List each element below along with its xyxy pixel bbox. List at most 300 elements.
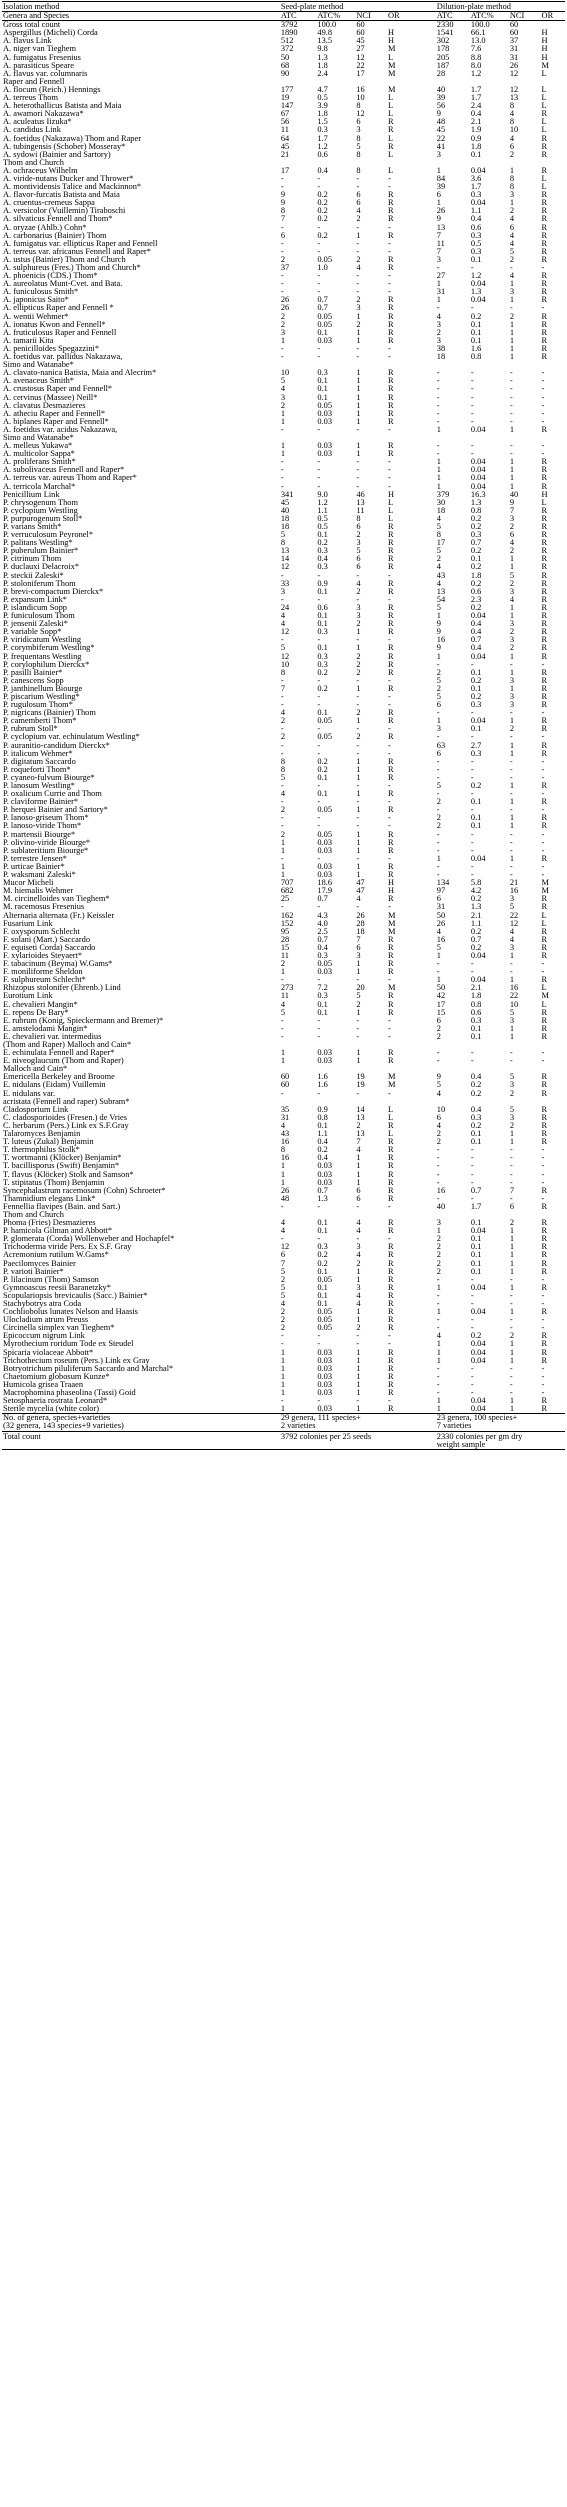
table-row <box>2 1073 565 1081</box>
dilution-atc-cell: 22 <box>436 134 446 143</box>
table-row <box>2 580 565 588</box>
table-row <box>2 539 565 547</box>
dilution-or-cell: - <box>541 442 545 451</box>
dilution-atc-cell: 31 <box>436 288 446 297</box>
dilution-atc-pct-cell: 0.1 <box>470 725 482 734</box>
seed-atc-pct-cell: 0.1 <box>317 328 328 337</box>
table-row <box>2 814 565 822</box>
dilution-or-cell: - <box>541 838 545 847</box>
dilution-atc-cell: 2 <box>436 555 441 564</box>
seed-atc-pct-cell: - <box>317 174 321 183</box>
seed-nci-cell <box>355 434 387 442</box>
dilution-or-cell: R <box>541 684 548 693</box>
dilution-atc-cell: 4 <box>436 312 441 321</box>
seed-atc-cell: 1 <box>280 1057 286 1066</box>
seed-nci-cell: 1 <box>356 450 361 459</box>
species-name-cell: P. rugulosum Thom* <box>3 701 73 710</box>
seed-nci-header: NCI <box>355 12 387 21</box>
seed-nci-cell: - <box>356 749 360 758</box>
dilution-atc-pct-cell: 2.1 <box>470 118 482 127</box>
seed-or-cell: - <box>388 183 391 192</box>
dilution-atc-cell: - <box>436 790 440 799</box>
seed-atc-cell: - <box>280 676 284 685</box>
dilution-atc-pct-cell: 0.1 <box>470 1024 482 1033</box>
dilution-nci-cell: 3 <box>509 587 515 596</box>
seed-atc-cell: - <box>280 1032 284 1041</box>
seed-or-cell: R <box>388 320 394 329</box>
dilution-atc-pct-cell: 1.8 <box>470 142 482 151</box>
dilution-or-cell: R <box>541 514 548 523</box>
seed-atc-pct-cell: 0.1 <box>317 1219 328 1228</box>
seed-nci-cell: 1 <box>356 757 361 766</box>
dilution-nci-cell: 2 <box>509 1219 515 1228</box>
dilution-nci-cell: - <box>509 417 513 426</box>
seed-or-header: OR <box>387 12 436 21</box>
seed-or-cell: - <box>388 636 391 645</box>
seed-nci-cell: - <box>356 466 360 475</box>
seed-atc-pct-cell: 0.03 <box>317 1380 333 1389</box>
seed-total-count: 3792 colonies per 25 seeds <box>280 1431 436 1449</box>
seed-nci-cell: 2 <box>356 709 361 718</box>
dilution-or-cell: - <box>541 1364 545 1373</box>
seed-or-cell: - <box>388 814 391 823</box>
dilution-nci-cell: 1 <box>509 1405 515 1414</box>
dilution-or-cell: R <box>541 668 548 677</box>
dilution-nci-cell: 6 <box>509 142 515 151</box>
dilution-atc-pct-cell: 0.3 <box>470 231 482 240</box>
seed-or-cell: R <box>388 1008 394 1017</box>
dilution-atc-pct-cell: 1.3 <box>470 903 482 912</box>
dilution-or-cell: R <box>541 603 548 612</box>
table-row <box>2 1349 565 1357</box>
dilution-nci-cell: 1 <box>509 425 515 434</box>
species-name-cell: Gross total count <box>3 20 61 30</box>
seed-atc-pct-cell: - <box>317 247 321 256</box>
seed-atc-pct-cell: 1.8 <box>317 110 328 119</box>
dilution-atc-pct-cell: - <box>470 1275 474 1284</box>
species-name-cell: P. canescens Sopp <box>3 676 64 685</box>
dilution-atc-cell: - <box>436 393 440 402</box>
table-row <box>2 620 565 628</box>
seed-atc-cell: 17 <box>280 166 290 175</box>
table-row <box>2 612 565 620</box>
dilution-or-cell: R <box>541 474 548 483</box>
seed-atc-pct-cell: 1.5 <box>317 118 328 127</box>
dilution-atc-pct-cell: 0.3 <box>470 1016 482 1025</box>
seed-or-cell: R <box>388 838 394 847</box>
dilution-nci-cell: 2 <box>509 1121 515 1130</box>
dilution-or-cell <box>541 1098 565 1106</box>
dilution-atc-cell: 26 <box>436 207 446 216</box>
seed-nci-cell: - <box>356 782 360 790</box>
seed-nci-cell: 4 <box>356 1146 361 1155</box>
seed-or-cell: R <box>388 296 394 305</box>
seed-or-cell: L <box>388 110 394 119</box>
seed-nci-cell <box>355 159 387 167</box>
seed-genera-count: 29 genera, 111 species+ 2 varieties <box>280 1414 436 1431</box>
seed-atc-cell: 3 <box>280 587 286 596</box>
table-row <box>2 709 565 717</box>
table-row <box>2 717 565 725</box>
dilution-or-cell: R <box>541 1130 548 1139</box>
seed-nci-cell: - <box>356 571 360 580</box>
seed-atc-cell: - <box>280 1024 284 1033</box>
dilution-nci-cell: 1 <box>509 1227 515 1236</box>
dilution-atc-cell: - <box>436 417 440 426</box>
dilution-atc-cell: 3 <box>436 725 441 734</box>
dilution-or-cell: R <box>541 296 548 305</box>
dilution-nci-cell: 1 <box>509 1130 515 1139</box>
seed-nci-cell: 2 <box>356 296 361 305</box>
dilution-nci-cell <box>509 361 541 369</box>
species-name-cell: Fusarium Link <box>3 919 53 928</box>
dilution-or-cell <box>541 21 565 30</box>
seed-or-cell: R <box>388 450 394 459</box>
dilution-nci-cell: - <box>509 1291 513 1300</box>
table-row <box>2 175 565 183</box>
seed-nci-cell: 1 <box>356 1372 361 1381</box>
dilution-nci-cell: 1 <box>509 976 515 985</box>
seed-nci-cell: 1 <box>356 1405 361 1414</box>
dilution-nci-cell: - <box>509 393 513 402</box>
dilution-atc-pct-cell: 0.8 <box>470 506 482 515</box>
seed-nci-cell: - <box>356 1024 360 1033</box>
seed-or-cell: M <box>388 61 396 70</box>
seed-atc-cell: 7 <box>280 684 286 693</box>
dilution-or-cell: R <box>541 223 548 232</box>
table-row <box>2 1324 565 1332</box>
dilution-atc-cell: 1 <box>436 425 441 434</box>
table-row <box>2 628 565 636</box>
dilution-atc-cell <box>436 361 470 369</box>
dilution-or-cell: R <box>541 1259 548 1268</box>
species-name-cell: Syncephalastrum racemosum (Cohn) Schroeter* <box>3 1186 166 1195</box>
seed-atc-cell: 5 <box>280 1291 286 1300</box>
dilution-atc-pct-cell: 0.04 <box>470 1356 486 1365</box>
seed-nci-cell: 19 <box>356 1081 365 1090</box>
seed-or-cell: L <box>388 514 394 523</box>
dilution-atc-pct-cell: - <box>470 1170 474 1179</box>
dilution-atc-cell: 3 <box>436 320 441 329</box>
seed-atc-pct-cell: - <box>317 466 321 475</box>
species-name-cell: Stachybotrys atra Coda <box>3 1300 82 1308</box>
seed-nci-cell: - <box>356 425 360 434</box>
seed-or-cell: R <box>388 992 394 1001</box>
dilution-atc-cell: - <box>436 450 440 459</box>
seed-atc-cell: 1 <box>280 1178 286 1187</box>
seed-atc-cell: - <box>280 701 284 710</box>
seed-or-cell: M <box>388 927 396 936</box>
table-row <box>2 1397 565 1405</box>
dilution-atc-pct-cell: - <box>470 1146 474 1155</box>
dilution-atc-cell: - <box>436 264 440 272</box>
seed-atc-pct-cell: 0.4 <box>317 166 328 175</box>
dilution-nci-cell: 1 <box>509 166 515 175</box>
dilution-nci-cell: 4 <box>509 595 515 604</box>
dilution-nci-cell: 1 <box>509 603 515 612</box>
seed-atc-pct-cell: 0.05 <box>317 806 333 815</box>
dilution-nci-cell: 3 <box>509 701 515 710</box>
table-row <box>2 426 565 434</box>
dilution-atc-cell: 1 <box>436 717 441 726</box>
dilution-atc-cell: 2 <box>436 1138 441 1147</box>
seed-atc-cell: 2 <box>280 312 286 321</box>
seed-atc-cell: 25 <box>280 895 290 904</box>
seed-atc-pct-cell: 4.3 <box>317 911 328 920</box>
dilution-nci-cell: 1 <box>509 652 515 661</box>
seed-atc-cell: 11 <box>280 992 289 1001</box>
seed-nci-cell: 2 <box>356 531 361 540</box>
species-name-cell: Botryotrichum piluliferum Saccardo and Marchal* <box>3 1364 174 1373</box>
seed-atc-pct-cell: 0.1 <box>317 1267 328 1276</box>
species-name-cell: A. foetidus var. acidus Nakazawa, <box>3 425 118 434</box>
dilution-atc-pct-cell: 1.2 <box>470 69 482 78</box>
seed-atc-pct-cell: - <box>317 976 321 985</box>
seed-nci-cell: 1 <box>356 1049 361 1058</box>
species-name-cell: Ulocladium atrum Preuss <box>3 1316 89 1325</box>
seed-or-cell: R <box>388 612 394 621</box>
seed-atc-cell: 11 <box>280 951 289 960</box>
species-name-cell: P. lanoso-viride Thom* <box>3 822 82 831</box>
dilution-atc-pct-cell: - <box>470 862 474 871</box>
dilution-nci-cell: - <box>509 757 513 766</box>
seed-nci-cell: - <box>356 344 360 353</box>
seed-nci-cell: 3 <box>356 1243 361 1252</box>
dilution-atc-pct-cell: - <box>470 790 474 799</box>
dilution-atc-pct-cell: - <box>470 846 474 855</box>
dilution-or-cell: - <box>541 409 545 418</box>
seed-or-cell <box>387 361 436 369</box>
dilution-nci-cell: 5 <box>509 571 515 580</box>
seed-or-cell: R <box>388 442 394 451</box>
seed-atc-pct-cell: 0.05 <box>317 1308 333 1317</box>
dilution-nci-cell: 7 <box>509 506 515 515</box>
table-row <box>2 1138 565 1146</box>
species-name-cell: E. chevalieri var. intermedius <box>3 1032 102 1041</box>
seed-or-cell: L <box>388 1105 394 1114</box>
seed-nci-cell: - <box>356 280 360 289</box>
seed-atc-pct-cell: 0.1 <box>317 1227 328 1236</box>
dilution-atc-pct-cell: 1.3 <box>470 288 482 297</box>
seed-or-cell: R <box>388 587 394 596</box>
dilution-or-cell: - <box>541 393 545 402</box>
dilution-atc-cell: - <box>436 1178 440 1187</box>
dilution-atc-cell: 2 <box>436 822 441 831</box>
dilution-nci-cell: 2 <box>509 312 515 321</box>
table-row <box>2 1154 565 1162</box>
dilution-atc-cell: 6 <box>436 701 441 710</box>
dilution-atc-pct-cell: 0.04 <box>470 280 486 289</box>
species-name-cell: P. olivino-viride Biourge* <box>3 838 91 847</box>
seed-nci-cell: 5 <box>356 547 361 556</box>
dilution-nci-cell: 1 <box>509 1308 515 1317</box>
seed-or-cell: R <box>388 579 394 588</box>
dilution-atc-cell: 3 <box>436 336 441 345</box>
seed-or-cell: R <box>388 393 394 402</box>
seed-atc-pct-cell: - <box>317 1032 321 1041</box>
dilution-or-cell: R <box>541 1113 548 1122</box>
seed-atc-pct-cell: 0.05 <box>317 312 333 321</box>
seed-atc-cell: 33 <box>280 579 290 588</box>
seed-nci-cell: 5 <box>356 142 361 151</box>
dilution-atc-cell: - <box>436 304 440 313</box>
dilution-atc-cell: 4 <box>436 579 441 588</box>
dilution-atc-pct-cell: 0.3 <box>470 531 482 540</box>
seed-atc-cell: 3 <box>280 393 286 402</box>
dilution-nci-cell: 2 <box>509 644 515 653</box>
seed-nci-cell: 1 <box>356 1389 361 1398</box>
seed-atc-pct-cell: 0.3 <box>317 369 328 378</box>
seed-or-cell: R <box>388 935 394 944</box>
seed-atc-pct-cell: - <box>317 903 321 912</box>
seed-atc-cell: 1 <box>280 862 286 871</box>
dilution-atc-pct-cell: 0.04 <box>470 1397 486 1406</box>
dilution-atc-cell: - <box>436 1389 440 1398</box>
species-name-cell: A. phoenicis (CDS.) Thom* <box>3 272 98 281</box>
dilution-or-cell: R <box>541 943 548 952</box>
dilution-or-cell <box>541 1211 565 1219</box>
dilution-or-cell: - <box>541 960 545 969</box>
dilution-atc-pct-cell: 2.4 <box>470 102 482 111</box>
dilution-atc-cell <box>436 159 470 167</box>
dilution-nci-cell: 4 <box>509 927 515 936</box>
table-body <box>2 21 565 1414</box>
seed-atc-cell: 7 <box>280 1259 286 1268</box>
dilution-or-cell: - <box>541 846 545 855</box>
dilution-atc-cell: 1 <box>436 166 441 175</box>
dilution-nci-cell: - <box>509 1316 513 1325</box>
table-row <box>2 879 565 887</box>
dilution-atc-pct-cell: 2.7 <box>470 741 482 750</box>
dilution-or-cell: R <box>541 199 548 208</box>
table-row <box>2 1268 565 1276</box>
dilution-atc-pct-cell: 0.04 <box>470 612 486 621</box>
seed-or-cell: R <box>388 644 394 653</box>
fungi-isolation-table <box>2 1 565 1450</box>
species-name-cell: E. chevalieri Mangin* <box>3 1000 78 1009</box>
seed-atc-cell: 3792 <box>280 20 298 30</box>
dilution-atc-cell: 9 <box>436 1073 441 1082</box>
seed-or-cell: - <box>388 458 391 467</box>
dilution-or-cell: - <box>541 733 545 742</box>
seed-atc-pct-cell: 0.1 <box>317 773 328 782</box>
dilution-nci-cell: 1 <box>509 951 515 960</box>
dilution-nci-cell: - <box>509 806 513 815</box>
seed-nci-cell: 8 <box>356 134 361 143</box>
dilution-atc-cell: 1 <box>436 1405 441 1414</box>
seed-nci-cell: 1 <box>356 790 361 799</box>
dilution-atc-cell: - <box>436 377 440 386</box>
seed-atc-cell: 90 <box>280 69 290 78</box>
dilution-nci-cell: 4 <box>509 110 515 119</box>
seed-atc-pct-cell: 0.4 <box>317 1154 328 1163</box>
dilution-atc-pct-cell: - <box>470 838 474 847</box>
dilution-atc-pct-cell: - <box>470 757 474 766</box>
species-name-cell: A. tamarii Kita <box>3 336 54 345</box>
seed-atc-cell: 56 <box>280 118 290 127</box>
table-row <box>2 523 565 531</box>
seed-atc-pct-cell: - <box>317 1016 321 1025</box>
species-name-cell: F. moniliforme Sheldon <box>3 968 83 977</box>
species-name-cell: A. fruticulosus Raper and Fennell <box>3 328 117 337</box>
isolation-method-header: Isolation method <box>2 2 280 12</box>
seed-atc-cell: - <box>280 814 284 823</box>
dilution-atc-pct-cell: 0.2 <box>470 676 482 685</box>
seed-atc-pct-cell: 1.3 <box>317 1194 328 1203</box>
dilution-atc-header: ATC <box>436 12 470 21</box>
species-name-cell: A. awamori Nakazawa* <box>3 110 84 119</box>
seed-nci-cell: - <box>356 822 360 831</box>
seed-atc-pct-cell: 0.03 <box>317 1170 333 1179</box>
dilution-atc-pct-cell: 0.1 <box>470 1267 482 1276</box>
table-row <box>2 1260 565 1268</box>
seed-or-cell: - <box>388 239 391 248</box>
dilution-or-cell: - <box>541 1194 545 1203</box>
seed-atc-cell: - <box>280 1202 284 1211</box>
seed-nci-cell: 26 <box>356 911 365 920</box>
seed-atc-pct-cell: - <box>317 822 321 831</box>
dilution-atc-cell: - <box>436 765 440 774</box>
dilution-or-cell: R <box>541 215 548 224</box>
table-row <box>2 806 565 814</box>
table-row <box>2 1365 565 1373</box>
dilution-nci-cell: 22 <box>509 911 519 920</box>
dilution-atc-pct-cell <box>470 434 509 442</box>
dilution-atc-pct-cell: 2.3 <box>470 595 482 604</box>
table-row <box>2 272 565 280</box>
seed-atc-cell: 2 <box>280 733 286 742</box>
seed-or-cell: R <box>388 328 394 337</box>
seed-atc-pct-cell: - <box>317 1340 321 1349</box>
dilution-atc-pct-cell: - <box>470 442 474 451</box>
dilution-atc-pct-cell: 0.1 <box>470 1032 482 1041</box>
seed-nci-cell: 6 <box>356 191 361 200</box>
dilution-nci-cell: - <box>509 1194 513 1203</box>
dilution-nci-cell: 1 <box>509 1243 515 1252</box>
dilution-atc-pct-cell <box>470 1065 509 1073</box>
seed-nci-cell: 1 <box>356 328 361 337</box>
seed-atc-cell: 28 <box>280 935 290 944</box>
table-row <box>2 644 565 652</box>
dilution-atc-cell: 5 <box>436 523 441 531</box>
seed-nci-cell: - <box>356 903 360 912</box>
seed-nci-cell: 7 <box>356 935 361 944</box>
dilution-or-cell: R <box>541 344 548 353</box>
seed-nci-cell: 1 <box>356 377 361 386</box>
dilution-atc-cell: - <box>436 1380 440 1389</box>
dilution-atc-pct-cell: - <box>470 1049 474 1058</box>
seed-atc-pct-cell: 0.05 <box>317 960 333 969</box>
species-name-cell: P. nigricans (Bainier) Thom <box>3 709 96 718</box>
dilution-atc-cell: 1 <box>436 652 441 661</box>
seed-or-cell: - <box>388 1016 391 1025</box>
dilution-atc-cell: 9 <box>436 620 441 629</box>
dilution-nci-cell: 5 <box>509 903 515 912</box>
seed-atc-pct-cell: - <box>317 854 321 863</box>
dilution-or-cell: M <box>541 61 549 70</box>
dilution-atc-cell: 9 <box>436 644 441 653</box>
species-name-cell: P. brevi-compactum Dierckx* <box>3 587 104 596</box>
seed-atc-cell: 4 <box>280 612 286 621</box>
dilution-atc-cell: - <box>436 968 440 977</box>
seed-atc-cell: 4 <box>280 709 286 718</box>
dilution-or-cell: R <box>541 612 548 621</box>
dilution-or-cell: R <box>541 1397 548 1406</box>
seed-or-cell: - <box>388 288 391 297</box>
dilution-atc-cell: 84 <box>436 174 446 183</box>
seed-nci-cell: 1 <box>356 830 361 839</box>
seed-atc-pct-cell: 0.1 <box>317 790 328 799</box>
